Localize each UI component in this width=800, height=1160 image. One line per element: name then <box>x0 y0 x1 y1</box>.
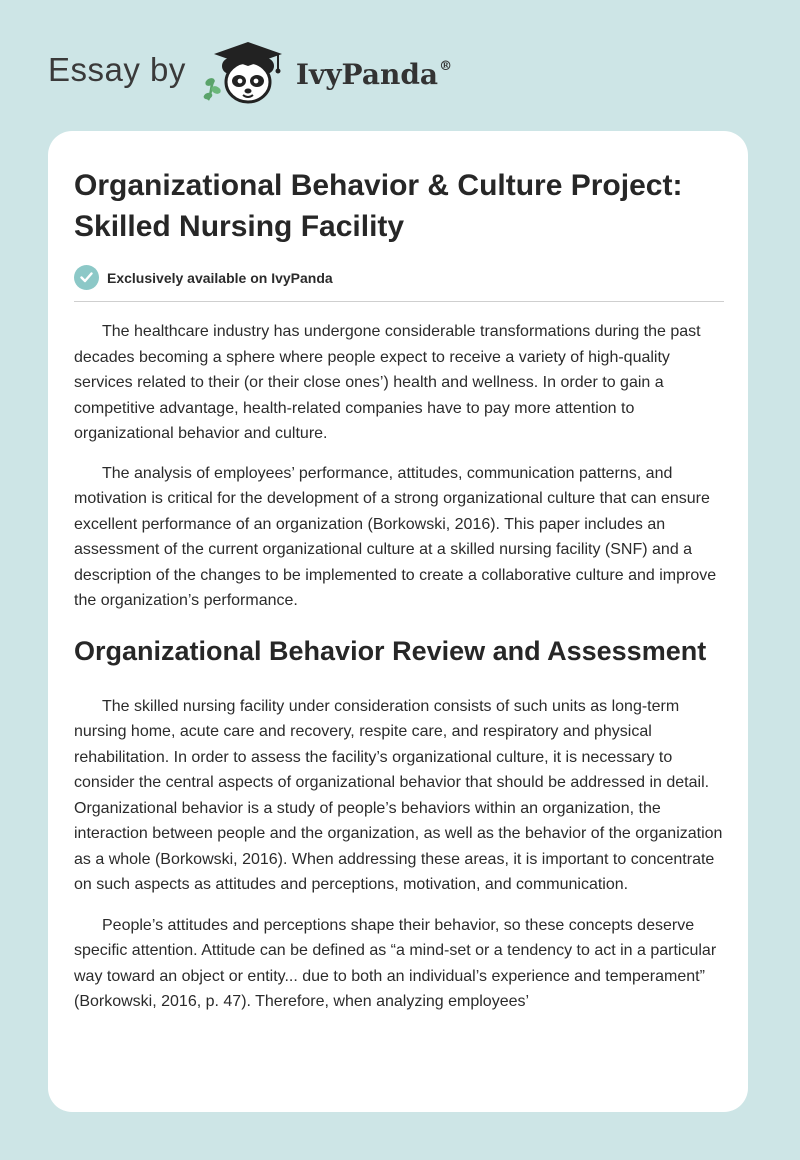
exclusive-badge <box>74 265 724 290</box>
paragraph: People’s attitudes and perceptions shape their behavior, so these concepts deserve specific attention. Attitude can be defined as “a mind-set or a tendency to act in a particular way toward an object or entity... due to both an individual’s experience and temperament” (Borkowski, 2016, p. 47). Therefore, when analyzing employees’ <box>74 916 717 1010</box>
essay-by-label: Essay by <box>48 51 186 88</box>
paragraph: The healthcare industry has undergone considerable transformations during the past decades becoming a sphere where people expect to receive a variety of high-quality services related to their (or their close ones’) health and wellness. In order to gain a competitive advantage, health-related companies have to pay more attention to organizational behavior and culture. <box>74 323 701 442</box>
brand-name: IvyPanda® <box>295 57 453 91</box>
panda-graduate-icon <box>200 36 290 108</box>
paragraph: The analysis of employees’ performance, attitudes, communication patterns, and motivation is critical for the development of a strong organizational culture that can ensure excellent performance of an organization (Borkowski, 2016). This paper includes an assessment of the current organizational culture at a skilled nursing facility (SNF) and a description of the changes to be implemented to create a collaborative culture and improve the organization’s performance. <box>74 464 717 609</box>
section-heading: Organizational Behavior Review and Assessment <box>74 635 707 666</box>
page-title: Organizational Behavior & Culture Project: Skilled Nursing Facility <box>74 169 683 243</box>
site-header <box>48 36 452 108</box>
check-icon <box>74 265 99 290</box>
badge-label: Exclusively available on IvyPanda <box>107 269 333 286</box>
essay-content <box>74 165 724 1015</box>
registered-mark: ® <box>439 58 453 74</box>
essay-card <box>48 131 748 1112</box>
divider <box>74 301 724 302</box>
paragraph: The skilled nursing facility under consideration consists of such units as long-term nursing home, acute care and recovery, respite care, and respiratory and physical rehabilitation. In order to assess the facility’s organizational culture, it is necessary to consider the central aspects of organizational behavior that should be addressed in detail. Organizational behavior is a study of people’s behaviors within an organization, the interaction between people and the organization, as well as the behavior of the organization as a whole (Borkowski, 2016). When addressing these areas, it is important to concentrate on such aspects as attitudes and perceptions, motivation, and communication. <box>74 697 723 893</box>
ivypanda-logo-link[interactable] <box>200 36 452 108</box>
